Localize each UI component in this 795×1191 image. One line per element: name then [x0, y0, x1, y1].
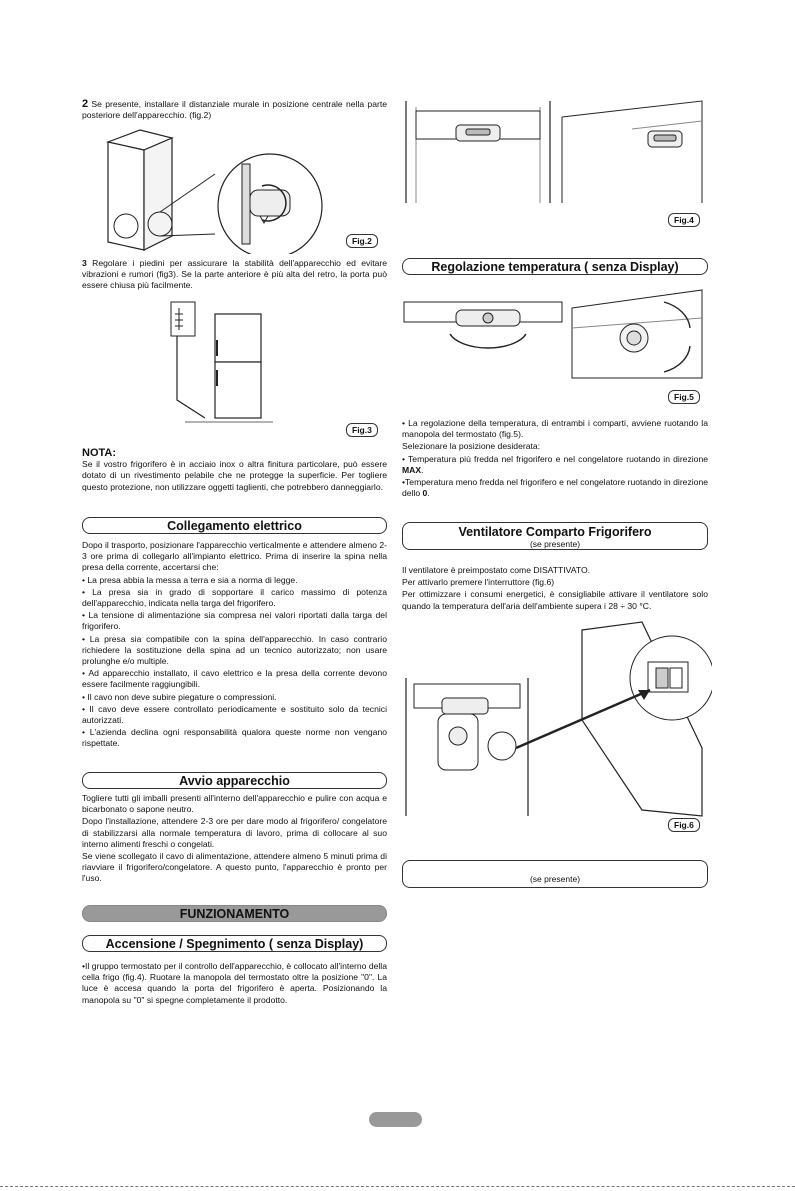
accensione-body: [82, 961, 387, 1007]
collegamento-header: Collegamento elettrico: [82, 517, 387, 534]
ventilatore-p2: Per attivarlo premere l'interruttore (fig.6): [402, 577, 555, 588]
step-2: [82, 99, 387, 122]
collegamento-item: • Il cavo non deve subire piegature o compressioni.: [82, 691, 277, 702]
regolazione-body: [402, 418, 708, 500]
fig6-illustration: [402, 620, 712, 818]
ventilatore-header: [402, 522, 708, 550]
collegamento-item: • La tensione di alimentazione sia compresa nei valori riportati dalla targa del frigorifero.: [82, 610, 387, 632]
step-3: [82, 258, 387, 293]
fig4-illustration: [402, 99, 710, 207]
collegamento-item: • L'azienda declina ogni responsabilità qualora queste norme non vengano rispettate.: [82, 727, 387, 749]
collegamento-item: • Il cavo deve essere controllato periodicamente e sostituito solo da tecnici autorizzati.: [82, 703, 387, 726]
ventilatore-p1: Il ventilatore è preimpostato come DISATTIVATO.: [402, 565, 591, 575]
fig3-illustration: [165, 300, 275, 430]
ventilatore-p3: Per ottimizzare i consumi energetici, è consigliabile attivare il ventilatore solo quando la temperatura dell'aria dell'ambiente supera i 28 ÷ 30 °C.: [402, 589, 708, 611]
avvio-para: Togliere tutti gli imballi presenti all'interno dell'apparecchio e pulire con acqua e bicarbonato o sapone neutro.: [82, 793, 387, 815]
funzionamento-header: FUNZIONAMENTO: [82, 905, 387, 922]
avvio-para: Se viene scollegato il cavo di alimentazione, attendere almeno 5 minuti prima di riavviare il frigorifero/congelatore. A questo punto, l'apparecchio è pronto per l'uso.: [82, 851, 387, 884]
accensione-header: Accensione / Spegnimento ( senza Display): [82, 935, 387, 952]
nota-title: NOTA:: [82, 447, 117, 459]
accensione-text: •Il gruppo termostato per il controllo dell'apparecchio, è collocato all'interno della cella frigo (fig.4). Ruotare la manopola del termostato oltre la posizione "0". La luce è accesa quando la porta del frigorifero è aperta. Posizionando la manopola su "0" si spegne completamente il prodotto.: [82, 961, 387, 1005]
ventilatore-body: [402, 565, 708, 613]
step-3-text: Regolare i piedini per assicurare la stabilità dell'apparecchio ed evitare vibrazioni e rumori (fig3). Se la parte anteriore è più alta del retro, la porta può essere chiusa più facilmente.: [82, 258, 388, 291]
regolazione-p4-text: •Temperatura meno fredda nel frigorifero e nel congelatore ruotando in direzione dello: [402, 477, 708, 499]
max-label: MAX: [402, 464, 422, 475]
ventilatore-title: Ventilatore Comparto Frigorifero: [458, 525, 652, 539]
bottom-divider: [0, 1186, 795, 1188]
collegamento-intro: Dopo il trasporto, posizionare l'apparecchio verticalmente e attendere almeno 2-3 ore prima di collegarlo all'impianto elettrico. Prima di inserire la spina nella presa della corrente, accertarsi che:: [82, 540, 387, 573]
zero-label: 0: [422, 488, 428, 499]
step-3-number: 3: [82, 258, 87, 268]
regolazione-header: Regolazione temperatura ( senza Display): [402, 258, 708, 275]
avvio-header: Avvio apparecchio: [82, 772, 387, 789]
regolazione-p4: •Temperatura meno fredda nel frigorifero e nel congelatore ruotando in direzione dello 0.: [402, 477, 708, 499]
fig2-label: Fig.2: [346, 234, 378, 248]
fig6-label: Fig.6: [668, 818, 700, 832]
fig5-label: Fig.5: [668, 390, 700, 404]
fig2-illustration: [100, 124, 380, 254]
collegamento-item: • La presa sia compatibile con la spina dell'apparecchio. In caso contrario richiedere la sostituzione della spina ad un tecnico autorizzato; non usare prolunghe e/o multiple.: [82, 633, 387, 667]
regolazione-p1: • La regolazione della temperatura, di entrambi i comparti, avviene ruotando la manopola del termostato (fig.5).: [402, 418, 708, 440]
regolazione-p3-text: • Temperatura più fredda nel frigorifero e nel congelatore ruotando in direzione: [402, 453, 708, 464]
nota-text: Se il vostro frigorifero è in acciaio inox o altra finitura particolare, può essere dotato di un rivestimento pelabile che ne protegge la superficie. Per togliere questo protezione, non utilizzare oggetti taglienti, che potrebbero danneggiarlo.: [82, 459, 387, 492]
step-2-number: 2: [82, 98, 89, 110]
fig3-label: Fig.3: [346, 423, 378, 437]
collegamento-body: [82, 540, 387, 751]
fig4-label: Fig.4: [668, 213, 700, 227]
nota-section: [82, 448, 387, 494]
avvio-body: [82, 793, 387, 886]
collegamento-item: • Ad apparecchio installato, il cavo elettrico e la presa della corrente devono essere facilmente raggiungibili.: [82, 668, 387, 690]
page-number-pill: [369, 1112, 422, 1127]
collegamento-item: • La presa sia in grado di sopportare il carico massimo di potenza dell'apparecchio, indicata nella targa del frigorifero.: [82, 586, 387, 609]
fig5-illustration: [402, 288, 710, 386]
step-2-text: Se presente, installare il distanziale murale in posizione centrale nella parte posteriore dell'apparecchio. (fig.2): [82, 99, 388, 121]
collegamento-item: • La presa abbia la messa a terra e sia a norma di legge.: [82, 574, 298, 585]
avvio-para: Dopo l'installazione, attendere 2-3 ore per dare modo al frigorifero/ congelatore di stabilizzarsi alla normale temperatura di lavoro, prima di collocare al suo interno alimenti freschi o congelati.: [82, 816, 387, 849]
ventilatore-subtitle: (se presente): [529, 539, 581, 549]
regolazione-p2: Selezionare la posizione desiderata:: [402, 441, 541, 452]
empty-section-header: [402, 860, 708, 888]
regolazione-p3: • Temperatura più fredda nel frigorifero e nel congelatore ruotando in direzione MAX.: [402, 453, 708, 475]
empty-section-subtitle: (se presente): [529, 874, 581, 884]
